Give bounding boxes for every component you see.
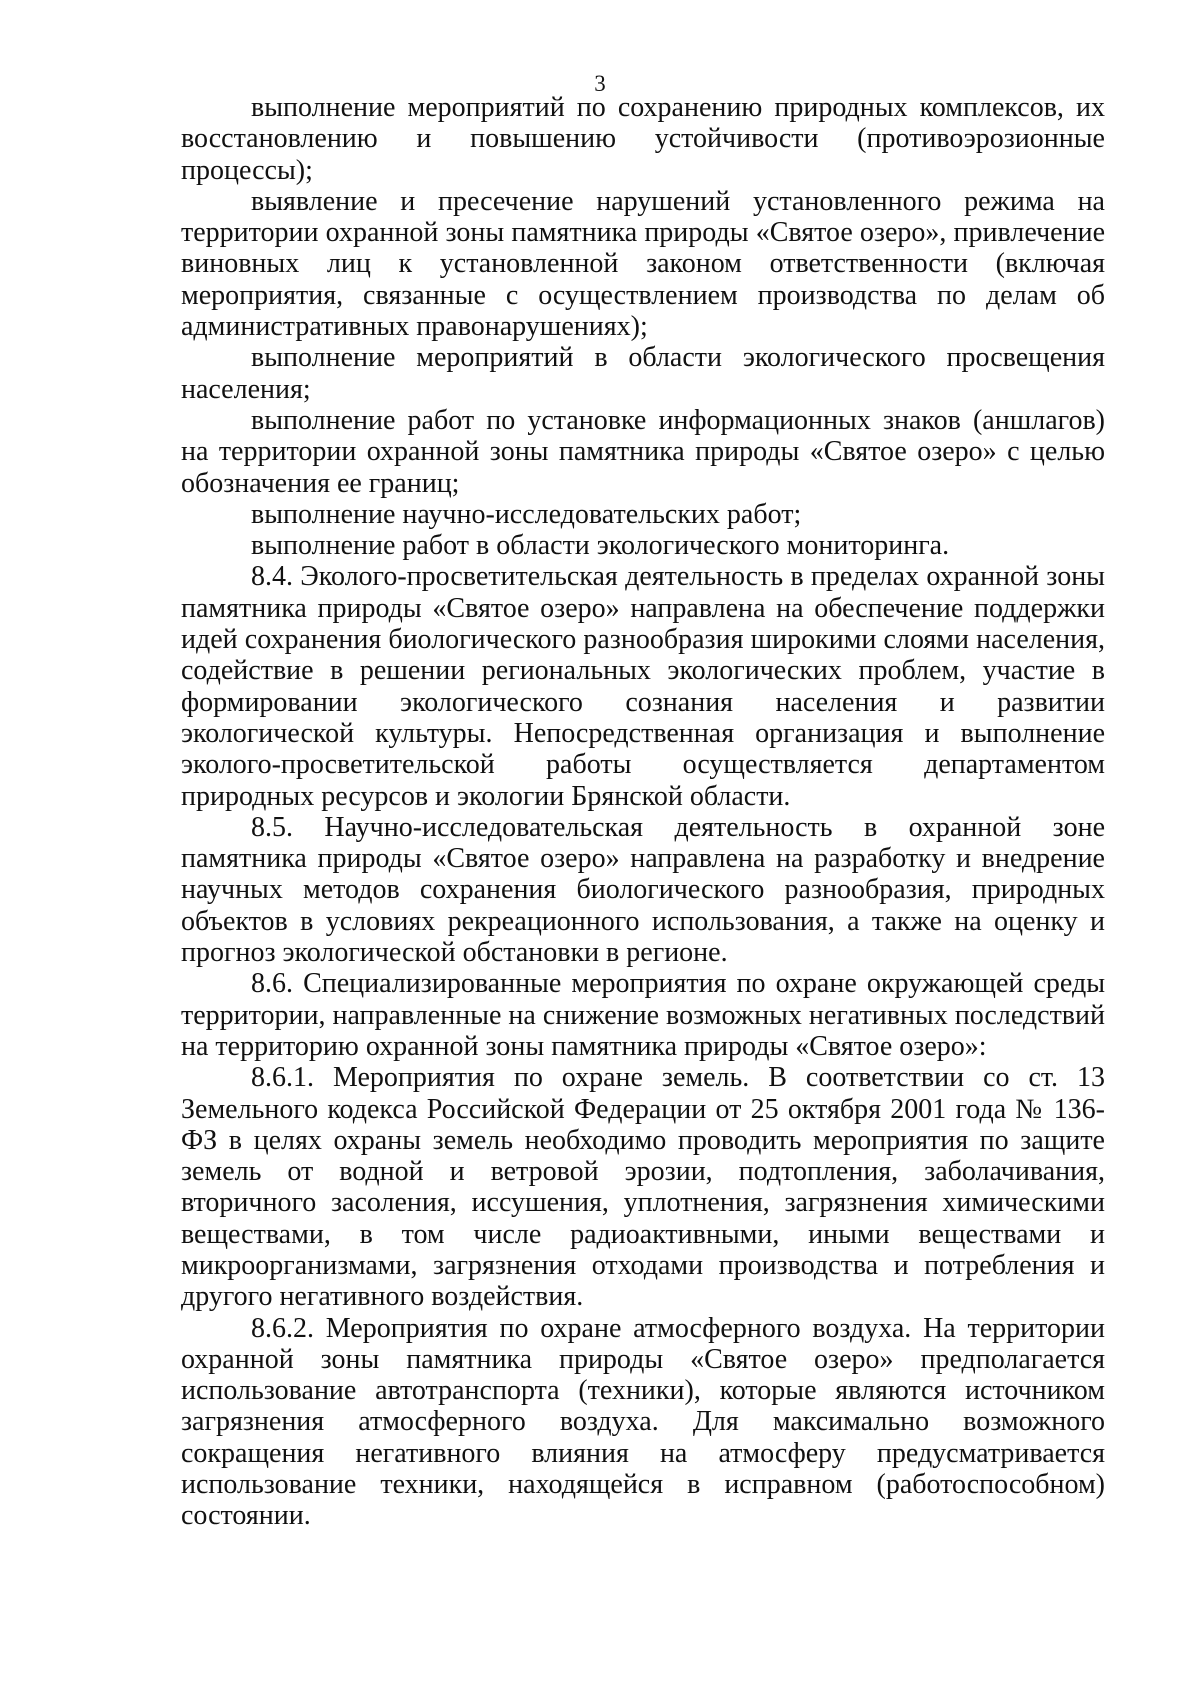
paragraph-8-6-2: 8.6.2. Мероприятия по охране атмосферного воздуха. На территории охранной зоны памятника природы «Святое озеро» предполагается использование автотранспорта (техники), которые являются источником загрязнения атмосферного воздуха. Для максимально возможного сокращения негативного влияния на атмосферу предусматривается использование техники, находящейся в исправном (работоспособном) состоянии. xyxy=(181,1312,1105,1532)
paragraph-monitoring-works: выполнение работ в области экологического мониторинга. xyxy=(251,530,950,562)
paragraph-violations-detection: выявление и пресечение нарушений установленного режима на территории охранной зоны памятника природы «Святое озеро», привлечение виновных лиц к установленной законом ответственности (включая мероприятия, связанные с осуществлением производства по делам об административных правонарушениях); xyxy=(181,185,1105,343)
paragraph-ecological-education: выполнение мероприятий в области экологического просвещения населения; xyxy=(181,342,1105,405)
paragraph-information-signs: выполнение работ по установке информационных знаков (аншлагов) на территории охранной зоны памятника природы «Святое озеро» с целью обозначения ее границ; xyxy=(181,404,1105,499)
paragraph-research-works: выполнение научно-исследовательских работ; xyxy=(251,498,802,530)
paragraph-8-4: 8.4. Эколого-просветительская деятельность в пределах охранной зоны памятника природы «Святое озеро» направлена на обеспечение поддержки идей сохранения биологического разнообразия широкими слоями населения, содействие в решении региональных экологических проблем, участие в формировании экологического сознания населения и развитии экологической культуры. Непосредственная организация и выполнение эколого-просветительской работы осуществляется департаментом природных ресурсов и экологии Брянской области. xyxy=(181,561,1105,812)
paragraph-8-5: 8.5. Научно-исследовательская деятельность в охранной зоне памятника природы «Святое озеро» направлена на разработку и внедрение научных методов сохранения биологического разнообразия, природных объектов в условиях рекреационного использования, а также на оценку и прогноз экологической обстановки в регионе. xyxy=(181,811,1105,969)
paragraph-8-6: 8.6. Специализированные мероприятия по охране окружающей среды территории, направленные на снижение возможных негативных последствий на территорию охранной зоны памятника природы «Святое озеро»: xyxy=(181,968,1105,1062)
paragraph-restoration-measures: выполнение мероприятий по сохранению природных комплексов, их восстановлению и повышению устойчивости (противоэрозионные процессы); xyxy=(181,92,1105,186)
document-body xyxy=(181,92,1105,1532)
page-number: 3 xyxy=(594,71,606,96)
paragraph-8-6-1: 8.6.1. Мероприятия по охране земель. В соответствии со ст. 13 Земельного кодекса Российской Федерации от 25 октября 2001 года № 136-ФЗ в целях охраны земель необходимо проводить мероприятия по защите земель от водной и ветровой эрозии, подтопления, заболачивания, вторичного засоления, иссушения, уплотнения, загрязнения химическими веществами, в том числе радиоактивными, иными веществами и микроорганизмами, загрязнения отходами производства и потребления и другого негативного воздействия. xyxy=(181,1062,1105,1313)
